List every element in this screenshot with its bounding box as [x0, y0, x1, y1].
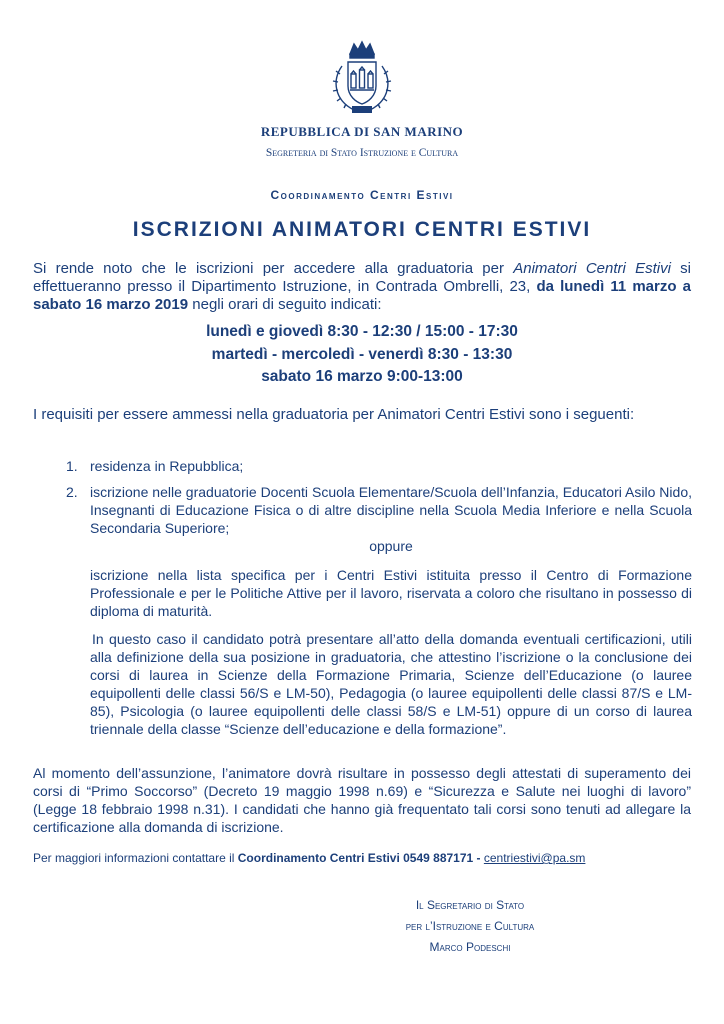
signature-name: Marco Podeschi	[429, 940, 511, 954]
list-item: iscrizione nelle graduatorie Docenti Scuola Elementare/Scuola dell’Infanzia, Educatori Asilo Nido, Insegnanti di Educazione Fisica o di altre discipline nella Scuola Media Inferiore e nella Scuola Secondaria Superiore;	[90, 484, 692, 536]
hiring-note: Al momento dell’assunzione, l’animatore dovrà risultare in possesso degli attestati di superamento dei corsi di “Primo Soccorso” (Decreto 19 maggio 1998 n.69) e “Sicurezza e Salute nei luoghi di lavoro” (Legge 18 febbraio 1998 n.31). I candidati che hanno già frequentato tali corsi sono tenuti ad allegare la certificazione alla domanda di iscrizione.	[33, 765, 691, 835]
signature-title: Il Segretario di Stato	[415, 898, 525, 912]
certifications-note: In questo caso il candidato potrà presentare all’atto della domanda eventuali certificazioni, utili alla definizione della sua posizione in graduatoria, che attestino l’iscrizione o la conclusione dei corsi di laurea in Scienze della Formazione Primaria, Scienze dell’Educazione (o lauree equipollenti delle classi 56/S e LM-50), Pedagogia (o lauree equipollenti delle classi 87/S e LM-85), Psicologia (o lauree equipollenti delle classi 58/S e LM-51) oppure di un corso di laurea triennale della classe “Scienze dell’educazione e della formazione”.	[90, 631, 692, 737]
intro-text-1: Si rende noto che le iscrizioni per accedere alla graduatoria per	[33, 260, 514, 277]
requirements-intro: I requisiti per essere ammessi nella graduatoria per Animatori Centri Estivi sono i seguenti:	[33, 406, 635, 423]
list-item: residenza in Repubblica;	[90, 458, 244, 474]
intro-text-3: negli orari di seguito indicati:	[188, 296, 382, 313]
alternative-requirement: iscrizione nella lista specifica per i Centri Estivi istituita presso il Centro di Formazione Professionale e per le Politiche Attive per il lavoro, riservata a coloro che risultano in possesso di diploma di maturità.	[90, 567, 692, 619]
schedule-line: sabato 16 marzo 9:00-13:00	[261, 368, 463, 385]
signature-department: per l’Istruzione e Cultura	[405, 919, 535, 933]
contact-office: Coordinamento Centri Estivi 0549 887171 -	[237, 851, 481, 865]
intro-text-2: si effettueranno presso il Dipartimento Istruzione, in Contrada Ombrelli, 23,	[33, 260, 691, 295]
document-title: ISCRIZIONI ANIMATORI CENTRI ESTIVI	[132, 218, 592, 241]
intro-paragraph	[33, 260, 691, 314]
contact-line	[33, 851, 691, 866]
schedule-line: martedì - mercoledì - venerdì 8:30 - 13:30	[211, 346, 513, 363]
schedule-line: lunedì e giovedì 8:30 - 12:30 / 15:00 - 17:30	[206, 323, 518, 340]
oppure-label: oppure	[369, 538, 413, 554]
republic-heading: REPUBBLICA DI SAN MARINO	[260, 124, 464, 139]
contact-prefix: Per maggiori informazioni contattare il	[33, 851, 238, 865]
intro-dates: da lunedì 11 marzo a sabato 16 marzo 2019	[33, 278, 691, 313]
coat-of-arms-icon	[330, 40, 394, 118]
secretariat-heading: Segreteria di Stato Istruzione e Cultura	[265, 147, 459, 159]
intro-role: Animatori Centri Estivi	[513, 260, 671, 277]
office-heading: Coordinamento Centri Estivi	[270, 188, 454, 202]
list-item-number: 1.	[66, 458, 78, 474]
list-item-number: 2.	[66, 484, 78, 500]
contact-email-link[interactable]: centriestivi@pa.sm	[483, 851, 586, 865]
